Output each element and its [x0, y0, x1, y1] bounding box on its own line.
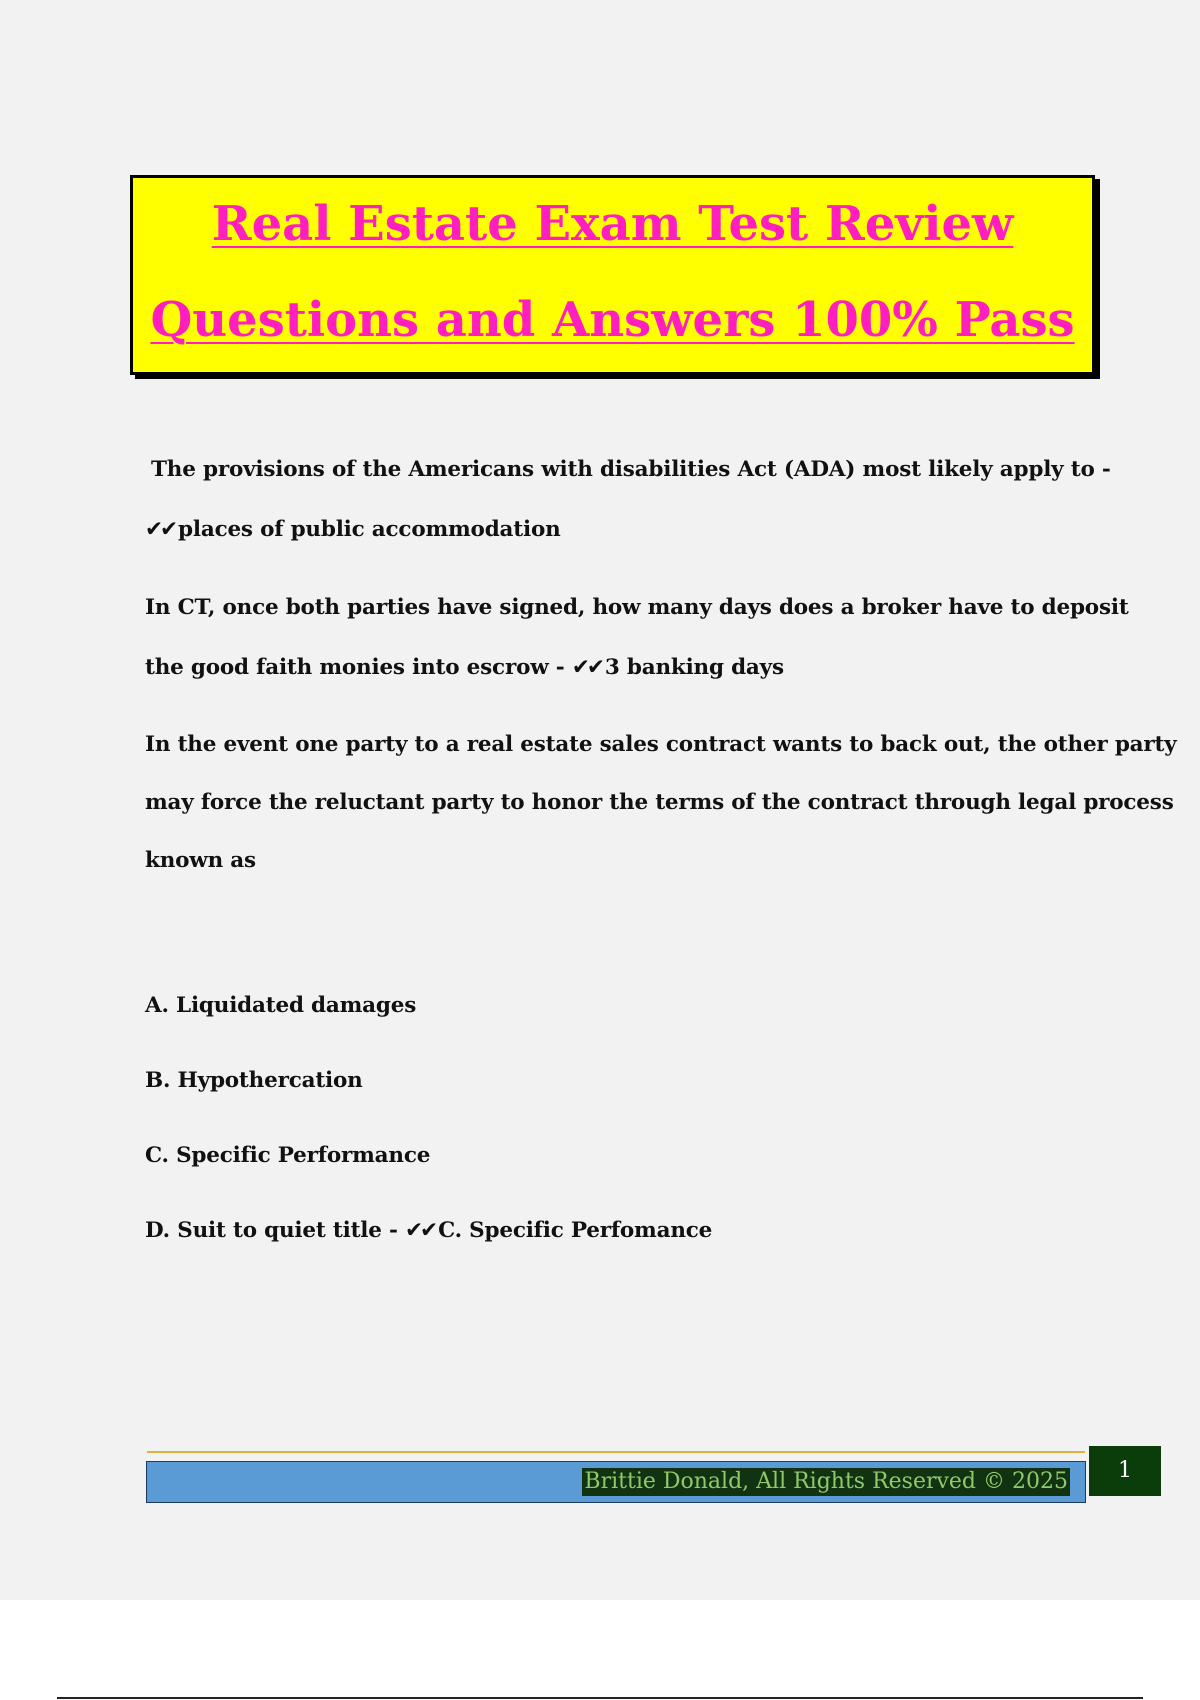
- question-1-text: The provisions of the Americans with disabilities Act (ADA) most likely apply to -: [151, 457, 1111, 482]
- check-mark-icon: ✔✔: [571, 655, 602, 680]
- question-2-text-continued: the good faith monies into escrow -: [145, 655, 572, 680]
- option-b: B. Hypothercation: [145, 1068, 363, 1093]
- question-2-answer: 3 banking days: [604, 655, 784, 680]
- title-line-1: Real Estate Exam Test Review: [211, 196, 1014, 252]
- option-a: A. Liquidated damages: [145, 993, 417, 1018]
- check-mark-icon: ✔✔: [405, 1218, 436, 1243]
- title-line-2: Questions and Answers 100% Pass: [150, 292, 1075, 348]
- question-2-text: In CT, once both parties have signed, how many days does a broker have to deposit: [145, 595, 1129, 620]
- title-banner: [130, 175, 1095, 375]
- question-1-answer: places of public accommodation: [178, 517, 561, 542]
- question-3-text-line-1: In the event one party to a real estate sales contract wants to back out, the other party: [145, 732, 1177, 757]
- question-1-answer-line: [145, 500, 1090, 560]
- option-d: D. Suit to quiet title -: [145, 1218, 406, 1243]
- footer-bar: [146, 1461, 1086, 1503]
- option-d-answer-line: [145, 1193, 1090, 1268]
- footer-rule: [147, 1451, 1085, 1453]
- question-1: [145, 440, 1111, 560]
- question-3-text-line-3: known as: [145, 848, 256, 873]
- question-2-answer-line: [145, 638, 1090, 698]
- question-3: [145, 716, 1177, 890]
- footer-copyright: Brittie Donald, All Rights Reserved © 2025: [584, 1469, 1068, 1494]
- page-number: 1: [1089, 1446, 1161, 1496]
- question-3-options: [145, 968, 1090, 1268]
- option-c: C. Specific Performance: [145, 1143, 431, 1168]
- question-2: [145, 578, 1129, 698]
- question-3-answer: C. Specific Perfomance: [438, 1218, 713, 1243]
- document-body: [145, 440, 1177, 1268]
- page-divider: [57, 1697, 1143, 1699]
- question-3-text-line-2: may force the reluctant party to honor the terms of the contract through legal process: [145, 790, 1174, 815]
- check-mark-icon: ✔✔: [145, 517, 176, 542]
- spacer: [145, 890, 1090, 950]
